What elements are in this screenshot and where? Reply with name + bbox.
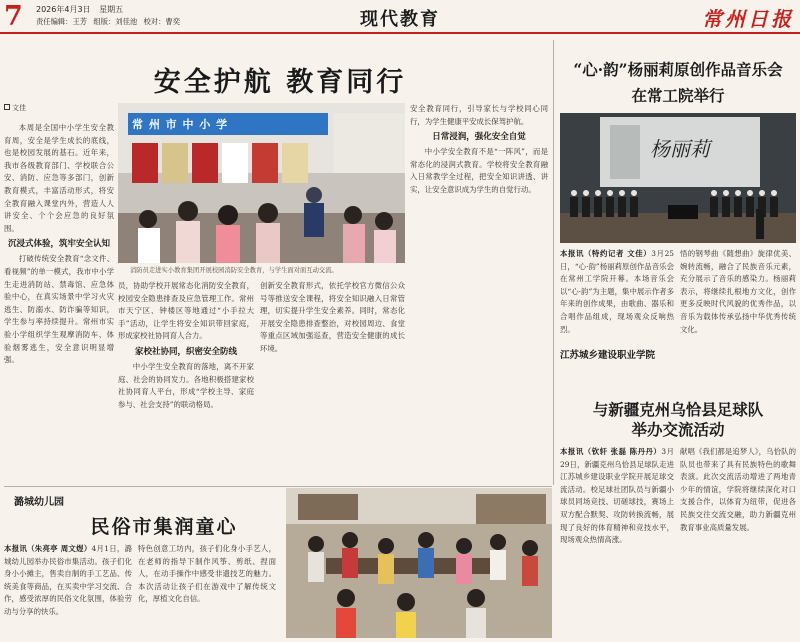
lead-col4-body-b: 中小学安全教育不是“一阵风”，而是常态化的浸润式教育。学校将安全教育融入日常教学全过程，把安全知识讲透、讲实，让安全意识成为学生的自觉行动。 xyxy=(410,147,548,194)
issue-date: 2026年4月3日 xyxy=(36,5,91,14)
editor-credit: 责任编辑：王芳 xyxy=(36,17,88,26)
football-body-right: 献唱《我们都是追梦人》，乌恰队的队员也带来了具有民族特色的歌舞表演。此次交流活动增进了两地青少年的情谊，学院将继续深化对口支援合作，以体育为纽带，促进各民族交往交流交融，助力新疆克州教育事业高质量发展。 xyxy=(680,447,796,532)
football-headline-2: 举办交流活动 xyxy=(631,420,725,439)
column-divider xyxy=(553,40,554,485)
football-col-left xyxy=(560,446,674,636)
lead-photo-caption: 消防员走进实小教育集团开展校园消防安全教育，与学生面对面互动交流。 xyxy=(130,267,338,274)
lead-col3-body: 创新安全教育形式，依托学校官方微信公众号等推送安全课程，将安全知识融入日常管理，切实提升学生安全素养。同时，常态化开展安全隐患排查整治，对校园周边、食堂等重点区域加强巡查，营造安全健康的成长环境。 xyxy=(260,281,405,353)
lead-byline: 文佳 xyxy=(4,103,26,113)
concert-headline-2: 在常工院举行 xyxy=(631,86,725,105)
proof-credit: 校对：曹奕 xyxy=(143,17,180,26)
lead-subhead-3: 日常浸润，强化安全自觉 xyxy=(432,132,526,143)
section-title: 现代教育 xyxy=(360,9,440,30)
kg-col-right xyxy=(138,543,276,638)
kg-kicker: 潞城幼儿园 xyxy=(14,497,64,508)
concert-body-right: 悟的钢琴曲《随想曲》旋律优美、婉转流畅，融合了民族音乐元素，充分展示了音乐的感染力。杨丽莉表示，将继续扎根地方文化，创作更多反映时代风貌的优秀作品，以音乐为载体传承弘扬中华优秀传统文化。 xyxy=(680,249,796,334)
concert-headline-1: “心·韵”杨丽莉原创作品音乐会 xyxy=(573,60,783,79)
lead-photo xyxy=(118,103,405,263)
lead-headline: 安全护航 教育同行 xyxy=(153,67,407,98)
lead-intro: 本周是全国中小学生安全教育周，安全是学生成长的底线，也是校园发展的基石。近年来，我市各级教育部门、学校联合公安、消防、应急等多部门，创新教育模式，丰富活动形式，将安全教育融入课堂内外，营造人人讲安全、个个会应急的良好氛围。 xyxy=(4,123,114,233)
byline-marker-icon xyxy=(4,104,10,110)
lead-col4-body-a: 安全教育同行，引导家长与学校同心同行，为学生健康平安成长保驾护航。 xyxy=(410,104,548,126)
masthead xyxy=(0,0,800,34)
masthead-rule xyxy=(0,32,800,34)
kg-headline: 民俗市集润童心 xyxy=(90,516,238,538)
lead-col2-body-a: 员，协助学校开展常态化消防安全教育，校园安全隐患排查及应急管理工作。常州市天宁区、钟楼区等地通过“小手拉大手”活动，让学生将安全知识带回家庭，形成家校社协同育人合力。 xyxy=(118,281,254,341)
kg-body-right: 特色创意工坊内，孩子们化身小手艺人，在老师的指导下制作风筝、剪纸、捏面人，在动手操作中感受非遗技艺的魅力。本次活动让孩子们在游戏中了解传统文化，厚植文化自信。 xyxy=(138,544,276,604)
section-rule xyxy=(4,486,552,487)
kg-photo xyxy=(286,488,552,638)
paper-logo: 常州日报 xyxy=(702,7,794,31)
lead-subhead-1: 沉浸式体验，筑牢安全认知 xyxy=(7,239,110,250)
photo-banner-text: 常 州 市 中 小 学 xyxy=(132,118,229,131)
concert-body-left: 本报讯（特约记者 文佳）3月25日，“心·韵”杨丽莉原创作品音乐会在常州工学院开幕。本场音乐会以“心·韵”为主题，集中展示作者多年来的创作成果，由歌曲、器乐和合唱作品组成，现场观众反响热烈。 xyxy=(560,249,674,334)
lead-col1-body: 打破传统安全教育“念文件、看视频”的单一模式，我市中小学生走进消防站、禁毒馆、应急体验中心，在真实场景中学习火灾逃生、防溺水、防诈骗等知识，学生参与率持续提升。常州市实验小学组织学生观摩消防车、体验烟雾逃生，安全意识明显增强。 xyxy=(4,254,114,365)
concert-photo xyxy=(560,113,796,243)
issue-weekday: 星期五 xyxy=(99,5,124,14)
football-kicker: 江苏城乡建设职业学院 xyxy=(560,350,656,361)
concert-screen-text: 杨丽莉 xyxy=(650,137,710,161)
football-col-right xyxy=(680,446,796,636)
lead-col2-body-b: 中小学生安全教育的落地，离不开家庭、社会的协同发力。各地积极搭建家校社协同育人平台，形成“学校主导、家庭参与、社会支持”的联动格局。 xyxy=(118,361,254,409)
page-number: 7 xyxy=(4,1,23,32)
kg-col-left xyxy=(4,543,132,638)
lead-col4 xyxy=(410,103,548,483)
lead-subhead-2: 家校社协同，织密安全防线 xyxy=(134,346,237,357)
football-body-left: 本报讯（钦轩 张磊 陈丹丹）3月29日，新疆克州乌恰县足球队走进江苏城乡建设职业学院开展足球交流活动。校足球社团队员与新疆小球员同场竞技、切磋球技，赛场上双方配合默契、攻防转换流畅，展现了良好的体育精神和竞技水平，现场观众热情高涨。 xyxy=(560,447,674,545)
folk-market-scene xyxy=(286,488,552,638)
football-headline-1: 与新疆克州乌恰县足球队 xyxy=(592,400,764,419)
football-kicker-bar xyxy=(556,347,800,361)
kg-body-left: 本报讯（朱亮亭 周文煜）4月1日，潞城幼儿园举办民俗市集活动。孩子们化身小小摊主，售卖自制的手工艺品、传统美食等商品，在买卖中学习交流、合作，感受浓厚的民俗文化氛围，体验劳动与分享的快乐。 xyxy=(4,544,132,616)
designer-credit: 组版：刘佳池 xyxy=(93,17,138,26)
